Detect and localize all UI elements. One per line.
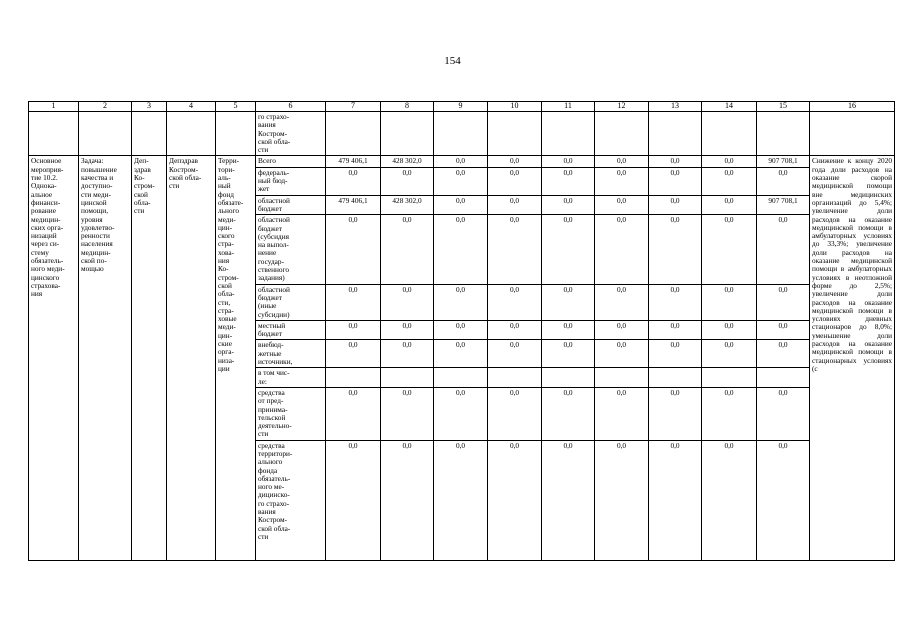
task-description: Задача: повышение качества и доступно- сти меди- цинской помощи, уровня удовлетво- ренности населения медицин- ской по- мощью	[79, 156, 132, 560]
funding-source: областной бюджет (субсидия на выпол- нение государ- ственного задания)	[256, 215, 326, 284]
value-cell: 0,0	[542, 387, 595, 440]
value-cell: 0,0	[702, 284, 757, 320]
funding-source: Всего	[256, 156, 326, 167]
value-cell: 0,0	[488, 440, 542, 560]
participants: Терри- тори- аль- ный фонд обязате- льного меди- цин- ского стра- хова- ния Ко- стром- ской обла- сти, стра- ховые меди- цин- ские орга- низа- ции	[216, 156, 256, 560]
value-cell: 0,0	[326, 167, 381, 195]
value-cell: 0,0	[542, 167, 595, 195]
column-header: 3	[132, 102, 167, 112]
empty-cell	[216, 112, 256, 156]
value-cell: 428 302,0	[381, 195, 434, 215]
value-cell: 0,0	[381, 440, 434, 560]
value-cell: 0,0	[434, 340, 488, 368]
value-cell: 0,0	[649, 340, 702, 368]
value-cell: 0,0	[702, 215, 757, 284]
value-cell: 0,0	[326, 440, 381, 560]
value-cell: 0,0	[381, 340, 434, 368]
value-cell: 0,0	[649, 167, 702, 195]
empty-cell	[381, 112, 434, 156]
value-cell	[757, 368, 810, 388]
header-row	[29, 102, 895, 112]
value-cell: 0,0	[326, 320, 381, 340]
value-cell: 0,0	[702, 340, 757, 368]
value-cell: 0,0	[326, 387, 381, 440]
value-cell: 0,0	[649, 215, 702, 284]
value-cell: 0,0	[595, 215, 649, 284]
column-header: 7	[326, 102, 381, 112]
value-cell: 0,0	[757, 167, 810, 195]
value-cell	[488, 368, 542, 388]
column-header: 5	[216, 102, 256, 112]
value-cell: 0,0	[757, 440, 810, 560]
value-cell: 0,0	[757, 340, 810, 368]
column-header: 2	[79, 102, 132, 112]
value-cell: 0,0	[434, 167, 488, 195]
value-cell: 0,0	[434, 156, 488, 167]
value-cell	[649, 368, 702, 388]
value-cell: 0,0	[434, 387, 488, 440]
value-cell: 0,0	[488, 284, 542, 320]
value-cell: 0,0	[702, 320, 757, 340]
value-cell: 0,0	[595, 156, 649, 167]
column-header: 9	[434, 102, 488, 112]
column-header: 8	[381, 102, 434, 112]
empty-cell	[29, 112, 79, 156]
column-header: 16	[810, 102, 895, 112]
value-cell: 0,0	[649, 440, 702, 560]
value-cell	[381, 368, 434, 388]
value-cell: 0,0	[488, 387, 542, 440]
value-cell: 0,0	[757, 320, 810, 340]
value-cell: 0,0	[381, 387, 434, 440]
empty-cell	[79, 112, 132, 156]
value-cell: 0,0	[702, 167, 757, 195]
value-cell	[326, 368, 381, 388]
funding-source: средства территори- ального фонда обязатель- ного ме- дицинско- го страхо- вания Костром- ской обла- сти	[256, 440, 326, 560]
value-cell: 0,0	[649, 156, 702, 167]
continuation-row	[29, 112, 895, 156]
measure-name: Основное мероприя- тие 10.2. Однока- альное финанси- рование медицин- ских орга- низаций через си- стему обязатель- ного меди- цинского страхова- ния	[29, 156, 79, 560]
empty-cell	[702, 112, 757, 156]
value-cell: 428 302,0	[381, 156, 434, 167]
funding-source: областной бюджет (иные субсидии)	[256, 284, 326, 320]
funding-source: внебюд- жетные источники,	[256, 340, 326, 368]
empty-cell	[595, 112, 649, 156]
column-header: 6	[256, 102, 326, 112]
value-cell: 0,0	[434, 215, 488, 284]
value-cell: 0,0	[381, 320, 434, 340]
value-cell: 0,0	[649, 387, 702, 440]
empty-cell	[649, 112, 702, 156]
table-row	[29, 156, 895, 167]
empty-cell	[488, 112, 542, 156]
value-cell: 0,0	[595, 387, 649, 440]
value-cell	[595, 368, 649, 388]
column-header: 12	[595, 102, 649, 112]
column-header: 1	[29, 102, 79, 112]
value-cell: 479 406,1	[326, 195, 381, 215]
value-cell: 0,0	[326, 284, 381, 320]
column-header: 14	[702, 102, 757, 112]
responsible-executor: Деп- здрав Ко- стром- ской обла- сти	[132, 156, 167, 560]
value-cell: 0,0	[702, 440, 757, 560]
value-cell: 0,0	[595, 167, 649, 195]
column-header: 13	[649, 102, 702, 112]
value-cell: 0,0	[381, 284, 434, 320]
value-cell: 0,0	[757, 387, 810, 440]
value-cell: 0,0	[595, 284, 649, 320]
value-cell: 0,0	[542, 156, 595, 167]
value-cell	[542, 368, 595, 388]
value-cell: 0,0	[595, 340, 649, 368]
column-header: 10	[488, 102, 542, 112]
value-cell: 0,0	[488, 340, 542, 368]
column-header: 11	[542, 102, 595, 112]
value-cell: 0,0	[757, 215, 810, 284]
value-cell: 0,0	[488, 156, 542, 167]
main-administrator: Депздрав Костром- ской обла- сти	[167, 156, 216, 560]
column-header: 15	[757, 102, 810, 112]
empty-cell	[810, 112, 895, 156]
value-cell: 0,0	[542, 340, 595, 368]
expected-result: Снижение к концу 2020 года доли расходов на оказание скорой медицинской помощи вне медицинских организаций до 5,4%; увеличение доли расходов на оказание медицинской помощи в амбулаторных условиях до 33,3%; увеличение доли расходов на оказание медицинской помощи в амбулаторных условиях в неотложной форме до 2,5%; увеличение доли расходов на оказание медицинской помощи в условиях дневных стационаров до 8,0%; уменьшение доли расходов на оказание медицинской помощи в стационарных условиях (с	[810, 156, 895, 560]
empty-cell	[132, 112, 167, 156]
value-cell: 0,0	[595, 320, 649, 340]
value-cell: 0,0	[542, 320, 595, 340]
value-cell: 0,0	[488, 215, 542, 284]
value-cell: 0,0	[434, 284, 488, 320]
value-cell: 0,0	[434, 440, 488, 560]
value-cell: 0,0	[649, 320, 702, 340]
empty-cell	[167, 112, 216, 156]
value-cell: 0,0	[702, 156, 757, 167]
funding-source: средства от пред- принима- тельской деятельно- сти	[256, 387, 326, 440]
funding-source: областной бюджет	[256, 195, 326, 215]
value-cell	[702, 368, 757, 388]
value-cell: 0,0	[434, 195, 488, 215]
value-cell: 0,0	[542, 195, 595, 215]
value-cell: 0,0	[326, 215, 381, 284]
funding-source: федераль- ный бюд- жет	[256, 167, 326, 195]
value-cell: 0,0	[757, 284, 810, 320]
value-cell: 0,0	[381, 167, 434, 195]
value-cell: 0,0	[488, 167, 542, 195]
value-cell: 0,0	[381, 215, 434, 284]
value-cell	[434, 368, 488, 388]
value-cell: 907 708,1	[757, 195, 810, 215]
value-cell: 0,0	[649, 284, 702, 320]
value-cell: 0,0	[326, 340, 381, 368]
empty-cell	[434, 112, 488, 156]
value-cell: 0,0	[542, 440, 595, 560]
empty-cell	[757, 112, 810, 156]
value-cell: 0,0	[542, 284, 595, 320]
value-cell: 0,0	[595, 440, 649, 560]
value-cell: 479 406,1	[326, 156, 381, 167]
value-cell: 907 708,1	[757, 156, 810, 167]
value-cell: 0,0	[702, 195, 757, 215]
column-header: 4	[167, 102, 216, 112]
value-cell: 0,0	[595, 195, 649, 215]
budget-table	[28, 101, 895, 561]
value-cell: 0,0	[488, 195, 542, 215]
value-cell: 0,0	[434, 320, 488, 340]
empty-cell	[542, 112, 595, 156]
empty-cell	[326, 112, 381, 156]
source-label-continued: го страхо- вания Костром- ской обла- сти	[256, 112, 326, 156]
funding-source: в том чис- ле:	[256, 368, 326, 388]
value-cell: 0,0	[488, 320, 542, 340]
funding-source: местный бюджет	[256, 320, 326, 340]
value-cell: 0,0	[702, 387, 757, 440]
page-number: 154	[444, 55, 461, 67]
value-cell: 0,0	[542, 215, 595, 284]
value-cell: 0,0	[649, 195, 702, 215]
